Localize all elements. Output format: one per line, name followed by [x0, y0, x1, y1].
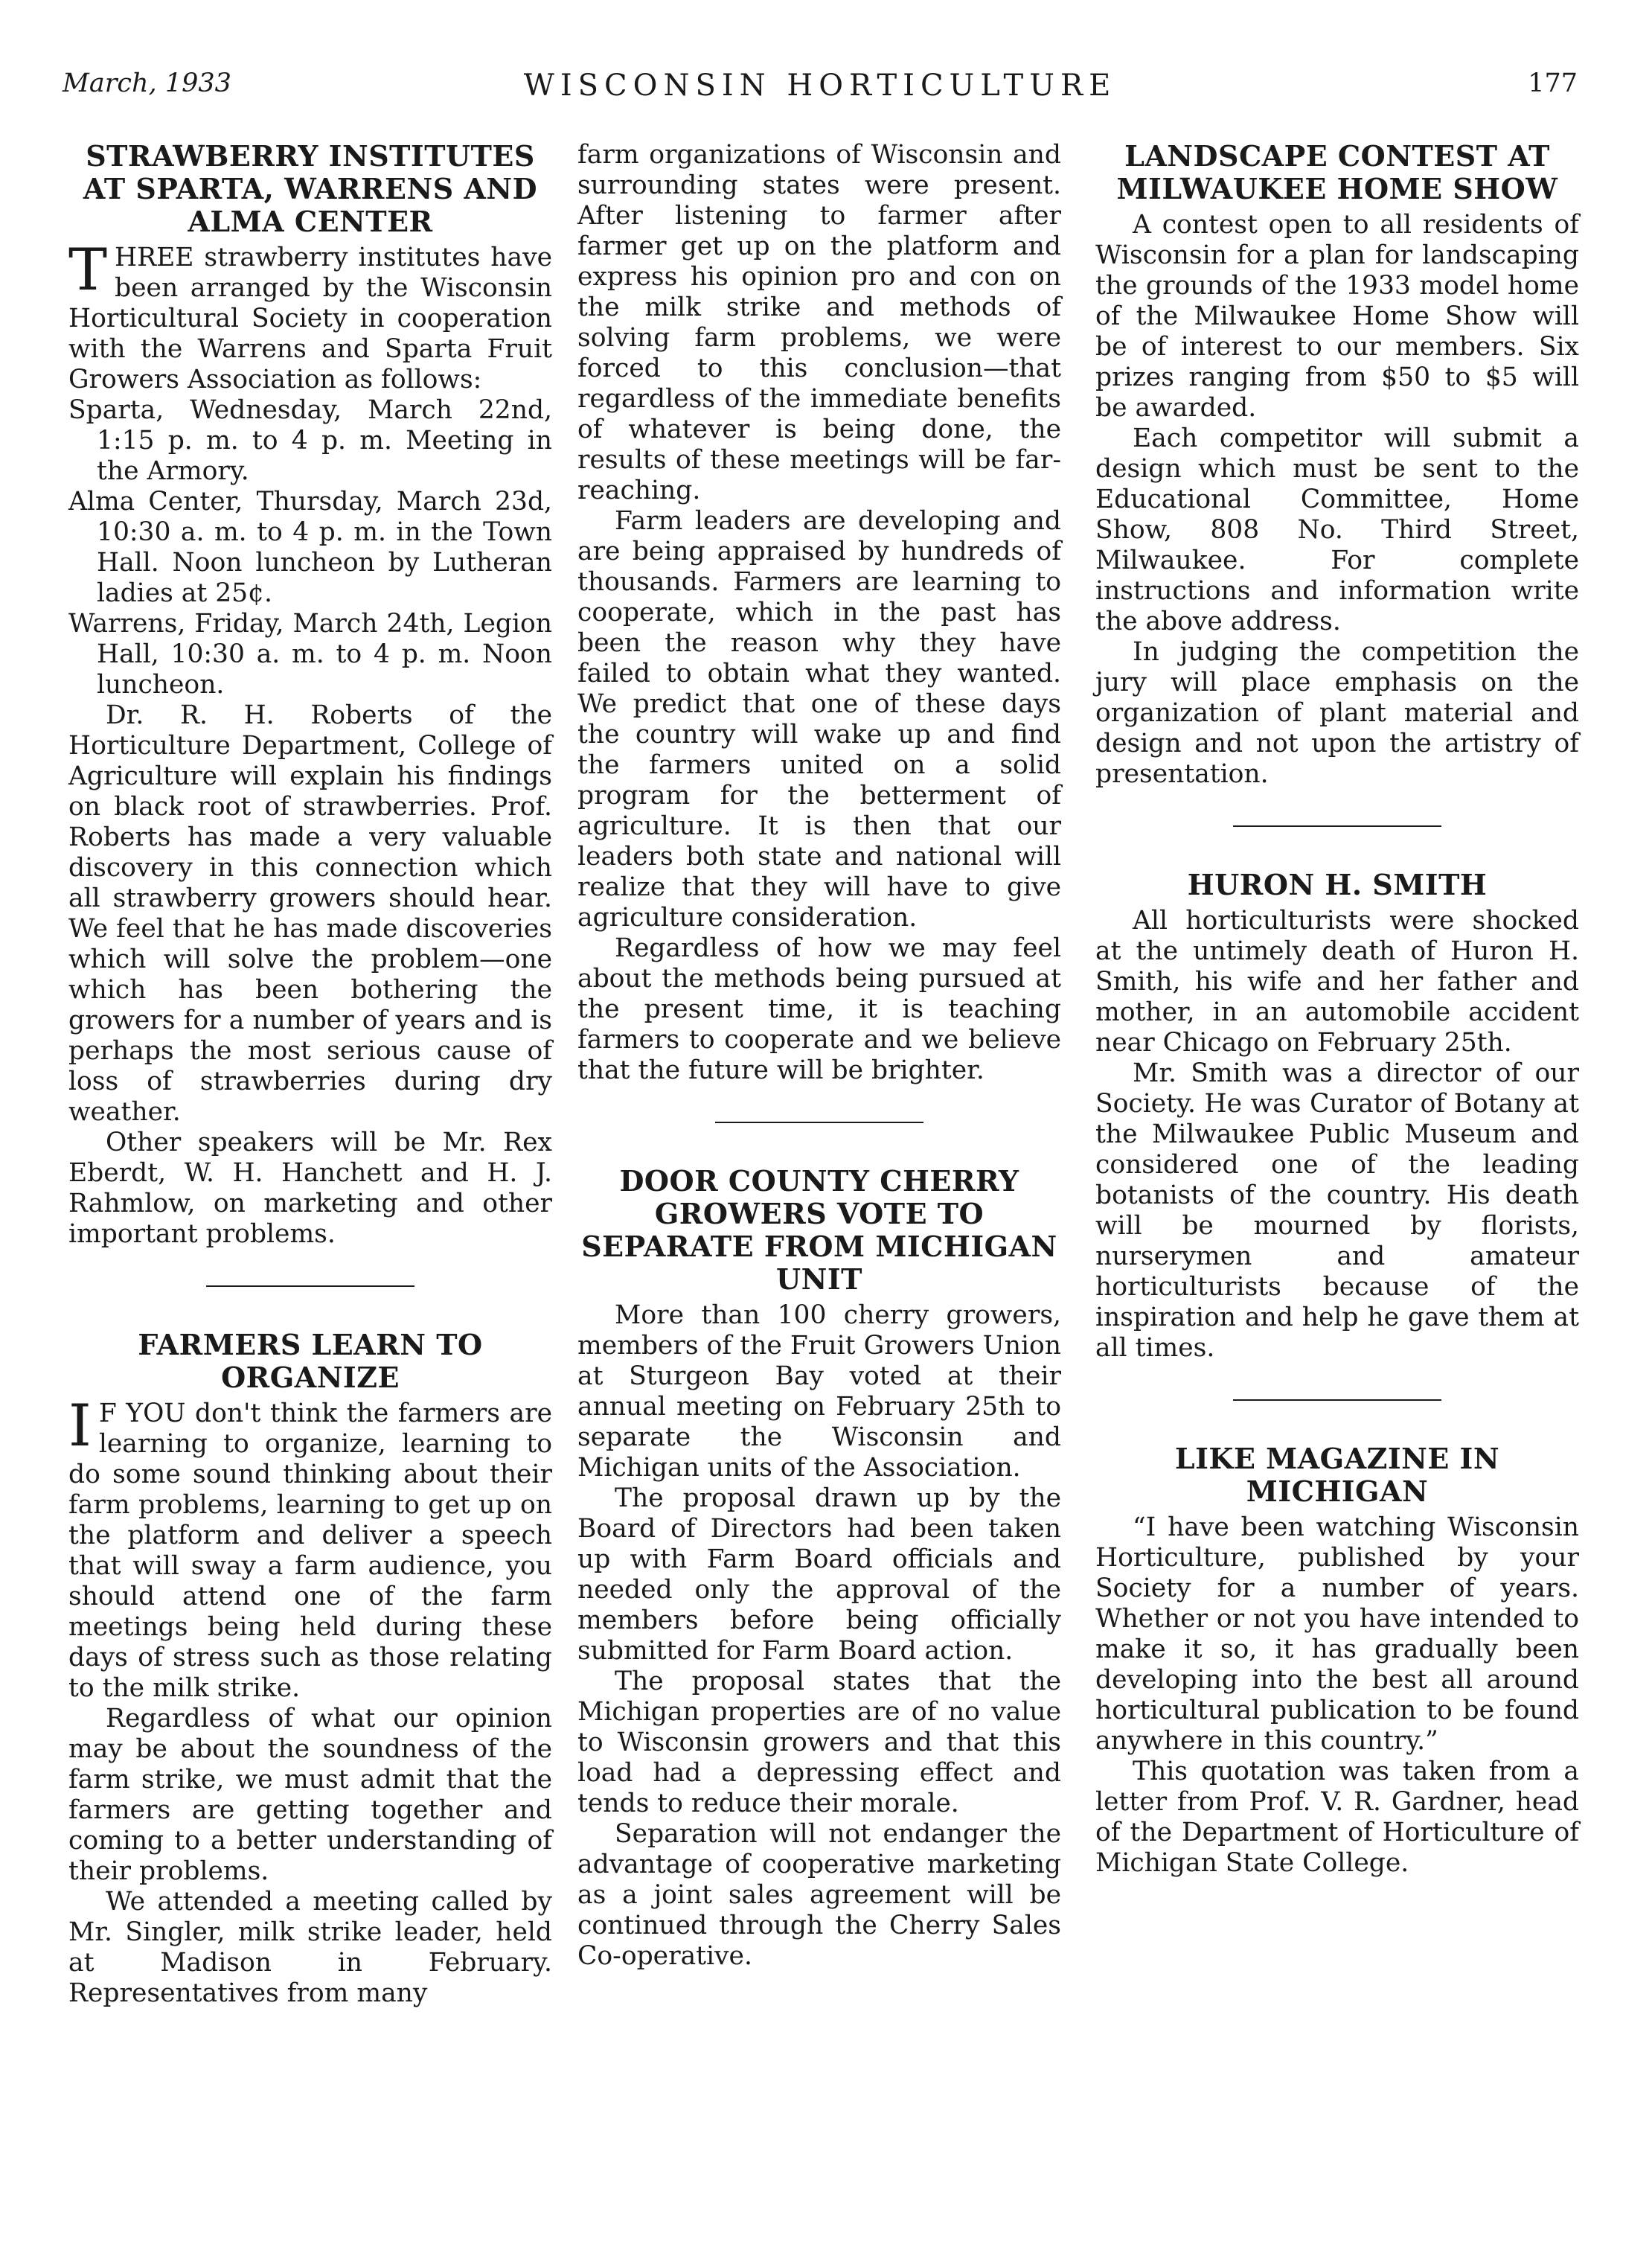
article-paragraph: All horticulturists were shocked at the untimely death of Huron H. Smith, his wife and her father and mother, in an automobile accident near Chicago on February 25th. [1095, 906, 1579, 1058]
column-middle [577, 140, 1061, 1972]
article-paragraph: In judging the competition the jury will place emphasis on the organization of plant material and design and not upon the artistry of presentation. [1095, 637, 1579, 789]
section-divider [206, 1285, 414, 1287]
article-paragraph: I F YOU don't think the farmers are learning to organize, learning to do some sound thinking about their farm problems, learning to get up on the platform and deliver a speech that will sway a farm audience, you should attend one of the farm meetings being held during these days of stress such as those relating to the milk strike. [68, 1393, 552, 1703]
article-heading-magazine: LIKE MAGAZINE IN MICHIGAN [1174, 1442, 1500, 1508]
drop-cap: T [68, 237, 108, 304]
section-divider [1233, 825, 1441, 827]
running-header [63, 68, 1578, 113]
section-divider [715, 1122, 923, 1123]
schedule-item-alma: Alma Center, Thursday, March 23d, 10:30 a. m. to 4 p. m. in the Town Hall. Noon luncheon by Lutheran ladies at 25¢. [68, 487, 552, 608]
article-paragraph: Dr. R. H. Roberts of the Horticulture Department, College of Agriculture will explain his findings on black root of strawberries. Prof. Roberts has made a very valuable discovery in this connection which all strawberry growers should hear. We feel that he has made discoveries which will solve the problem—one which has been bothering the growers for a number of years and is perhaps the most serious cause of loss of strawberries during dry weather. [68, 700, 552, 1127]
article-heading-landscape: LANDSCAPE CONTEST AT MILWAUKEE HOME SHOW [1116, 139, 1558, 205]
article-heading-farmers: FARMERS LEARN TO ORGANIZE [138, 1328, 483, 1394]
column-right [1095, 140, 1579, 1879]
article-paragraph: Regardless of how we may feel about the methods being pursued at the present time, it is teaching farmers to cooperate and we believe that the future will be brighter. [577, 933, 1061, 1085]
article-paragraph: The proposal states that the Michigan properties are of no value to Wisconsin growers and that this load had a depressing effect and tends to reduce their morale. [577, 1667, 1061, 1818]
article-paragraph: Farm leaders are developing and are being appraised by hundreds of thousands. Farmers are learning to cooperate, which in the past has been the reason why they have failed to obtain what they wanted. We predict that one of these days the country will wake up and find the farmers united on a solid program for the betterment of agriculture. It is then that our leaders both state and national will realize that they will have to give agriculture consideration. [577, 506, 1061, 933]
page-number: 177 [1528, 68, 1578, 98]
article-heading-huron-smith: HURON H. SMITH [1187, 868, 1488, 901]
issue-date: March, 1933 [63, 68, 231, 98]
article-heading-strawberry: STRAWBERRY INSTITUTES AT SPARTA, WARRENS AND ALMA CENTER [83, 139, 538, 238]
article-paragraph: “I have been watching Wisconsin Horticulture, published by your Society for a number of years. Whether or not you have intended to make it so, it has gradually been developing into the best all around horticultural publication to be found anywhere in this country.” [1095, 1512, 1579, 1756]
section-divider [1233, 1399, 1441, 1401]
article-paragraph: The proposal drawn up by the Board of Directors had been taken up with Farm Board officials and needed only the approval of the members before being officially submitted for Farm Board action. [577, 1483, 1061, 1666]
schedule-item-warrens: Warrens, Friday, March 24th, Legion Hall, 10:30 a. m. to 4 p. m. Noon luncheon. [68, 609, 552, 700]
article-paragraph: We attended a meeting called by Mr. Singler, milk strike leader, held at Madison in February. Representatives from many [68, 1887, 552, 2008]
article-paragraph: More than 100 cherry growers, members of the Fruit Growers Union at Sturgeon Bay voted at their annual meeting on February 25th to separate the Wisconsin and Michigan units of the Association. [577, 1300, 1061, 1483]
schedule-item-sparta: Sparta, Wednesday, March 22nd, 1:15 p. m. to 4 p. m. Meeting in the Armory. [68, 395, 552, 486]
article-paragraph: Other speakers will be Mr. Rex Eberdt, W. H. Hanchett and H. J. Rahmlow, on marketing and other important problems. [68, 1128, 552, 1249]
article-paragraph: Mr. Smith was a director of our Society. He was Curator of Botany at the Milwaukee Public Museum and considered one of the leading botanists of the country. His death will be mourned by florists, nurserymen and amateur horticulturists because of the inspiration and help he gave them at all times. [1095, 1058, 1579, 1363]
article-heading-door-county: DOOR COUNTY CHERRY GROWERS VOTE TO SEPARATE FROM MICHIGAN UNIT [581, 1164, 1057, 1296]
article-paragraph: Separation will not endanger the advantage of cooperative marketing as a joint sales agreement will be continued through the Cherry Sales Co-operative. [577, 1819, 1061, 1971]
publication-title: WISCONSIN HORTICULTURE [523, 68, 1117, 103]
column-left [68, 140, 552, 2009]
article-paragraph: THREE strawberry institutes have been arranged by the Wisconsin Horticultural Society in cooperation with the Warrens and Sparta Fruit Growers Association as follows: [68, 237, 552, 394]
article-paragraph: A contest open to all residents of Wisconsin for a plan for landscaping the grounds of the 1933 model home of the Milwaukee Home Show will be of interest to our members. Six prizes ranging from $50 to $5 will be awarded. [1095, 210, 1579, 423]
article-paragraph: This quotation was taken from a letter from Prof. V. R. Gardner, head of the Department of Horticulture of Michigan State College. [1095, 1757, 1579, 1878]
drop-cap: I [68, 1393, 92, 1460]
article-paragraph: Each competitor will submit a design which must be sent to the Educational Committee, Home Show, 808 No. Third Street, Milwaukee. For complete instructions and information write the above address. [1095, 424, 1579, 636]
article-paragraph: Regardless of what our opinion may be about the soundness of the farm strike, we must admit that the farmers are getting together and coming to a better understanding of their problems. [68, 1704, 552, 1886]
article-paragraph: farm organizations of Wisconsin and surrounding states were present. After listening to farmer after farmer get up on the platform and express his opinion pro and con on the milk strike and methods of solving farm problems, we were forced to this conclusion—that regardless of the immediate benefits of whatever is being done, the results of these meetings will be far-reaching. [577, 140, 1061, 505]
